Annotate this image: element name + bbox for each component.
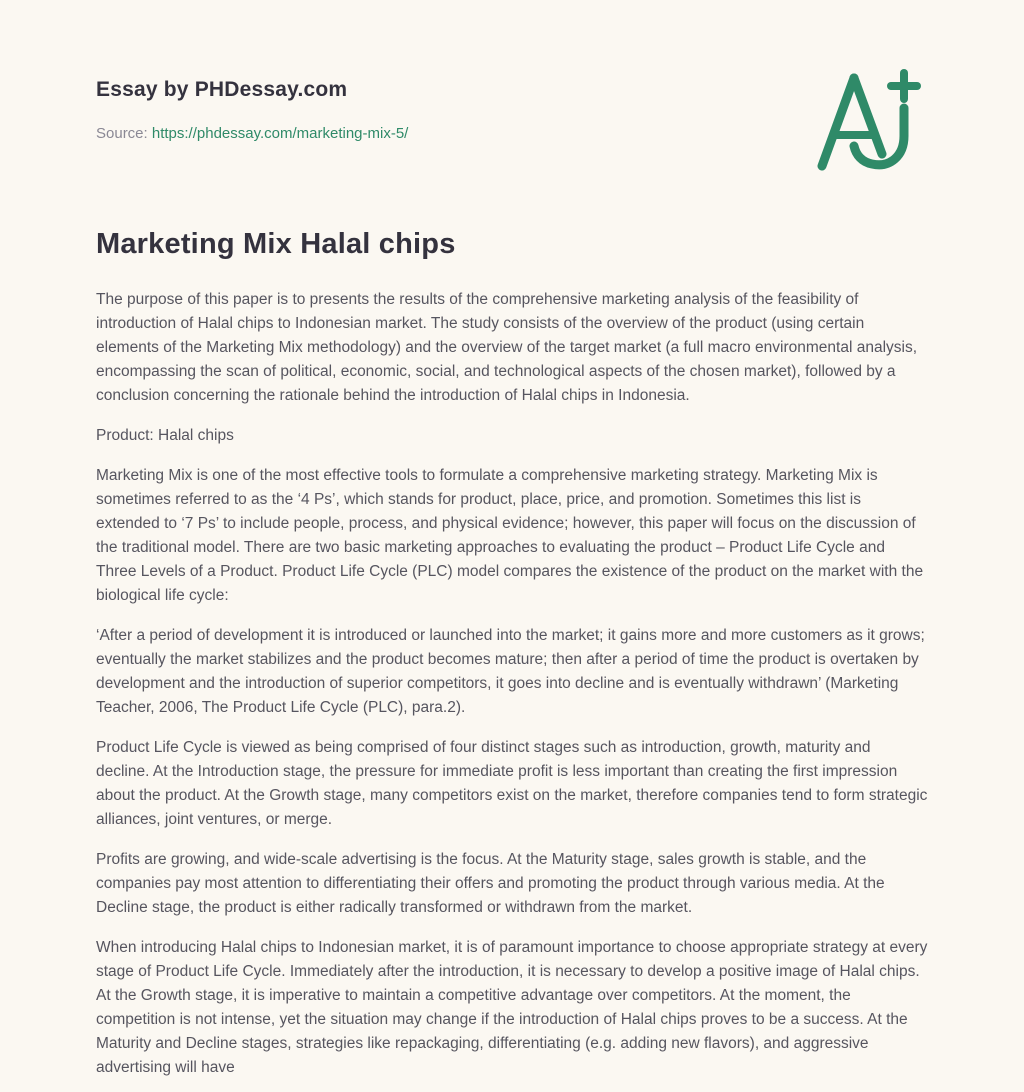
essay-content [96,288,928,1080]
source-line [96,125,408,142]
essay-paragraph-1: The purpose of this paper is to presents the results of the comprehensive marketing analysis of the feasibility of introduction of Halal chips to Indonesian market. The study consists of the overview of the product (using certain elements of the Marketing Mix methodology) and the overview of the target market (a full macro environmental analysis, encompassing the scan of political, economic, social, and technological aspects of the chosen market), followed by a conclusion concerning the rationale behind the introduction of Halal chips in Indonesia. [96,291,918,404]
essay-paragraph-3: Marketing Mix is one of the most effective tools to formulate a comprehensive marketing strategy. Marketing Mix is sometimes referred to as the ‘4 Ps’, which stands for product, place, price, and promotion. Sometimes this list is extended to ‘7 Ps’ to include people, process, and physical evidence; however, this paper will focus on the discussion of the traditional model. There are two basic marketing approaches to evaluating the product – Product Life Cycle and Three Levels of a Product. Product Life Cycle (PLC) model compares the existence of the product on the market with the biological life cycle: [96,467,924,604]
source-label: Source: [96,125,148,143]
essay-title: Marketing Mix Halal chips [96,228,456,260]
essay-paragraph-4: ‘After a period of development it is introduced or launched into the market; it gains more and more customers as it grows; eventually the market stabilizes and the product becomes mature; then after a period of time the product is overtaken by development and the introduction of superior competitors, it goes into decline and is eventually withdrawn’ (Marketing Teacher, 2006, The Product Life Cycle (PLC), para.2). [96,627,925,716]
phdessay-logo-icon [814,68,928,172]
essay-paragraph-2: Product: Halal chips [96,427,234,444]
header-text-block [96,78,408,142]
source-url-link[interactable]: https://phdessay.com/marketing-mix-5/ [151,125,409,143]
essay-paragraph-7: When introducing Halal chips to Indonesian market, it is of paramount importance to choose appropriate strategy at every stage of Product Life Cycle. Immediately after the introduction, it is necessary to develop a positive image of Halal chips. At the Growth stage, it is imperative to maintain a competitive advantage over competitors. At the moment, the competition is not intense, yet the situation may change if the introduction of Halal chips proves to be a success. At the Maturity and Decline stages, strategies like repackaging, differentiating (e.g. adding new flavors), and aggressive advertising will have [96,939,928,1076]
byline: Essay by PHDessay.com [96,78,348,101]
essay-paragraph-6: Profits are growing, and wide-scale advertising is the focus. At the Maturity stage, sales growth is stable, and the companies pay most attention to differentiating their offers and promoting the product through various media. At the Decline stage, the product is either radically transformed or withdrawn from the market. [96,851,885,916]
header [96,78,928,172]
essay-body [96,226,928,1080]
essay-paragraph-5: Product Life Cycle is viewed as being comprised of four distinct stages such as introduction, growth, maturity and decline. At the Introduction stage, the pressure for immediate profit is less important than creating the first impression about the product. At the Growth stage, many competitors exist on the market, therefore companies tend to form strategic alliances, joint ventures, or merge. [96,739,928,828]
